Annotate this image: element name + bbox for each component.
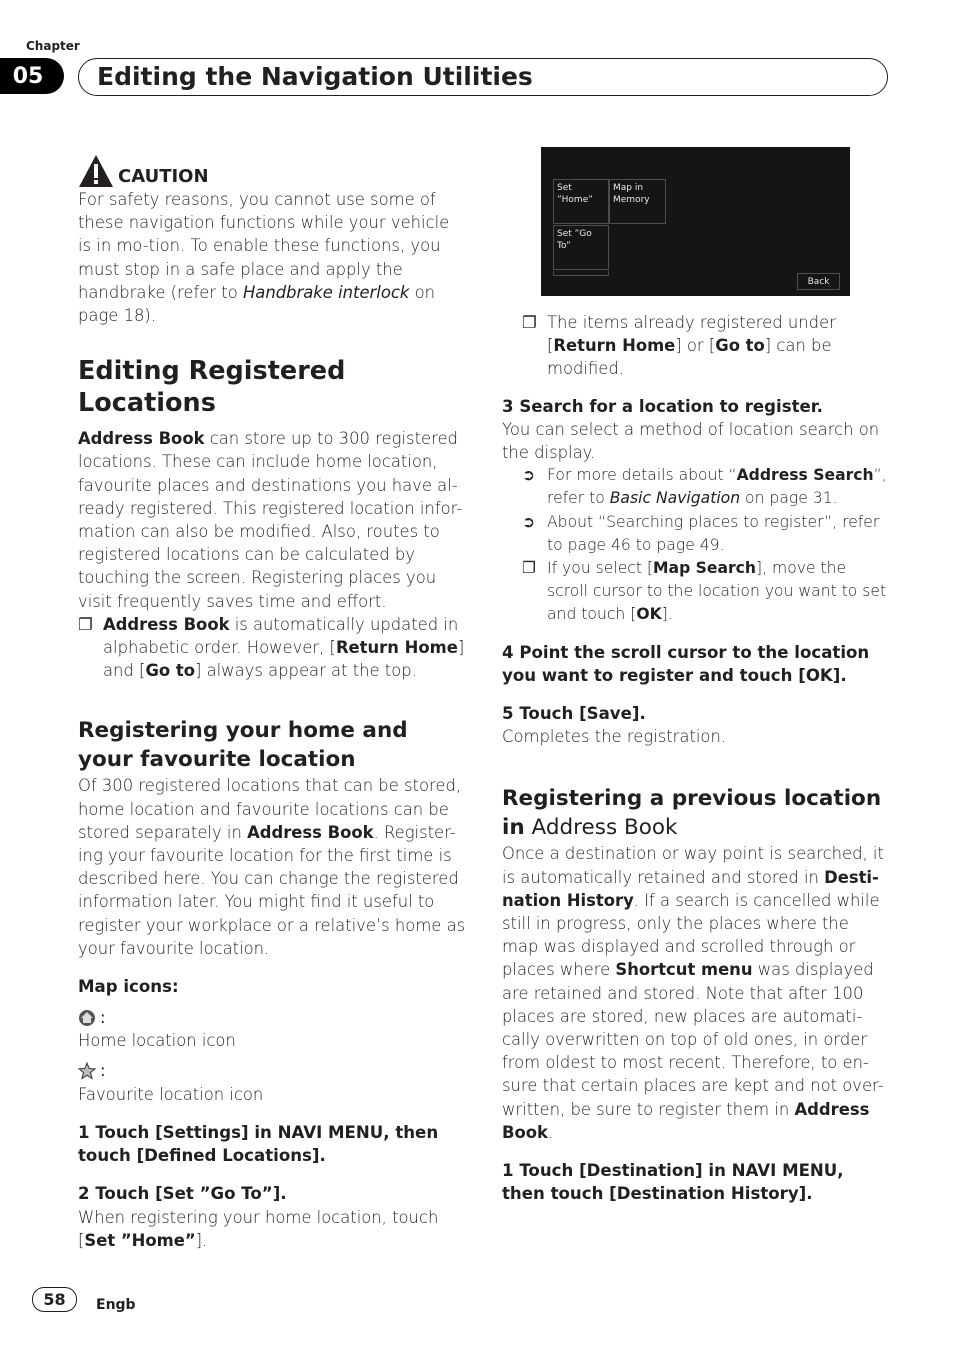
favourite-icon-row: :	[78, 1059, 466, 1082]
set-home-button[interactable]: Set ”Home”	[553, 179, 609, 224]
favourite-icon-label: Favourite location icon	[78, 1084, 264, 1104]
home-icon-label: Home location icon	[78, 1031, 236, 1051]
arrow-bullet-icon: ➲	[522, 466, 536, 485]
caution-heading	[78, 148, 466, 188]
language-code: Engb	[96, 1297, 136, 1313]
chapter-number: 05	[0, 58, 64, 94]
step-1: 1 Touch [Settings] in NAVI MENU, then touch [Defined Locations].	[78, 1122, 439, 1166]
step-5-description: Completes the registration.	[502, 727, 727, 747]
step-1-destination: 1 Touch [Destination] in NAVI MENU, then touch [Destination History].	[502, 1161, 844, 1204]
intro-paragraph: Address Book can store up to 300 registered locations. These can include home location, favourite places and destinations you have al-ready registered. This registered location infor-mation can also be modified. Also, routes to registered locations can be calculated by touching the screen. Registering places you visit frequently saves time and effort.	[78, 429, 463, 611]
subsection-paragraph: Of 300 registered locations that can be stored, home location and favourite locations can be stored separately in Address Book. Register-ing your favourite location for the first time is described here. You can change the registered information later. You might find it useful to register your workplace or a relative’s home as your favourite location.	[78, 776, 466, 958]
chapter-title: Editing the Navigation Utilities	[97, 62, 533, 91]
note-registered-items: ❐ The items already registered under [Return Home] or [Go to] can be modified.	[522, 313, 836, 379]
arrow-item-searching-places: ➲ About “Searching places to register”, refer to page 46 to page 49.	[522, 512, 880, 554]
subsection-title-previous: Registering a previous location in Address Book	[502, 786, 882, 841]
map-in-memory-button[interactable]: Map in Memory	[609, 179, 666, 224]
checkbox-bullet-icon: ❐	[522, 559, 536, 578]
right-column	[502, 147, 890, 1206]
checkbox-bullet-icon: ❐	[78, 614, 93, 634]
step-2-description: When registering your home location, touch [Set ”Home”].	[78, 1207, 439, 1250]
subsection-title: Registering your home and your favourite location	[78, 718, 408, 773]
step-3-description: You can select a method of location search on the display.	[502, 419, 880, 463]
caution-title: CAUTION	[118, 166, 209, 187]
left-column	[78, 148, 466, 1252]
favourite-location-icon	[78, 1062, 96, 1080]
caution-text: For safety reasons, you cannot use some of these navigation functions while your vehicle is in mo-tion. To enable these functions, you must stop in a safe place and apply the handbrake (refer to Handbrake interlock on page 18).	[78, 190, 450, 326]
step-2: 2 Touch [Set ”Go To”].	[78, 1184, 287, 1204]
warning-icon	[78, 154, 114, 188]
note-map-search: ❐ If you select [Map Search], move the scroll cursor to the location you want to set and touch [OK].	[522, 559, 887, 624]
page-number: 58	[32, 1287, 77, 1312]
home-icon-row: :	[78, 1006, 466, 1029]
checkbox-bullet-icon: ❐	[522, 313, 537, 332]
back-button[interactable]: Back	[797, 273, 840, 290]
arrow-bullet-icon: ➲	[522, 512, 536, 531]
previous-location-paragraph: Once a destination or way point is searched, it is automatically retained and stored in Desti-nation History. If a search is cancelled while still in progress, only the places where the map was displayed and scrolled through or places where Shortcut menu was displayed are retained and stored. Note that after 100 places are stored, new places are automati-cally overwritten on top of old ones, in order from oldest to most recent. Therefore, to en-sure that certain places are kept and not over-written, be sure to register them in Address Book.	[502, 844, 884, 1142]
map-icons-heading: Map icons:	[78, 977, 179, 997]
set-go-to-button[interactable]: Set ”Go To”	[553, 225, 609, 270]
step-3: 3 Search for a location to register.	[502, 396, 823, 416]
note-item: ❐ Address Book is automatically updated in alphabetic order. However, [Return Home] and [Go to] always appear at the top.	[78, 614, 465, 681]
caution-link: Handbrake interlock	[242, 282, 410, 302]
empty-slot	[553, 271, 609, 276]
chapter-label: Chapter	[26, 39, 80, 53]
step-4: 4 Point the scroll cursor to the location you want to register and touch [OK].	[502, 642, 870, 685]
section-title: Editing Registered Locations	[78, 356, 346, 419]
arrow-item-address-search: ➲ For more details about “Address Search”, refer to Basic Navigation on page 31.	[522, 466, 887, 508]
device-screenshot	[541, 147, 850, 296]
home-location-icon	[78, 1009, 96, 1027]
step-5: 5 Touch [Save].	[502, 704, 646, 724]
